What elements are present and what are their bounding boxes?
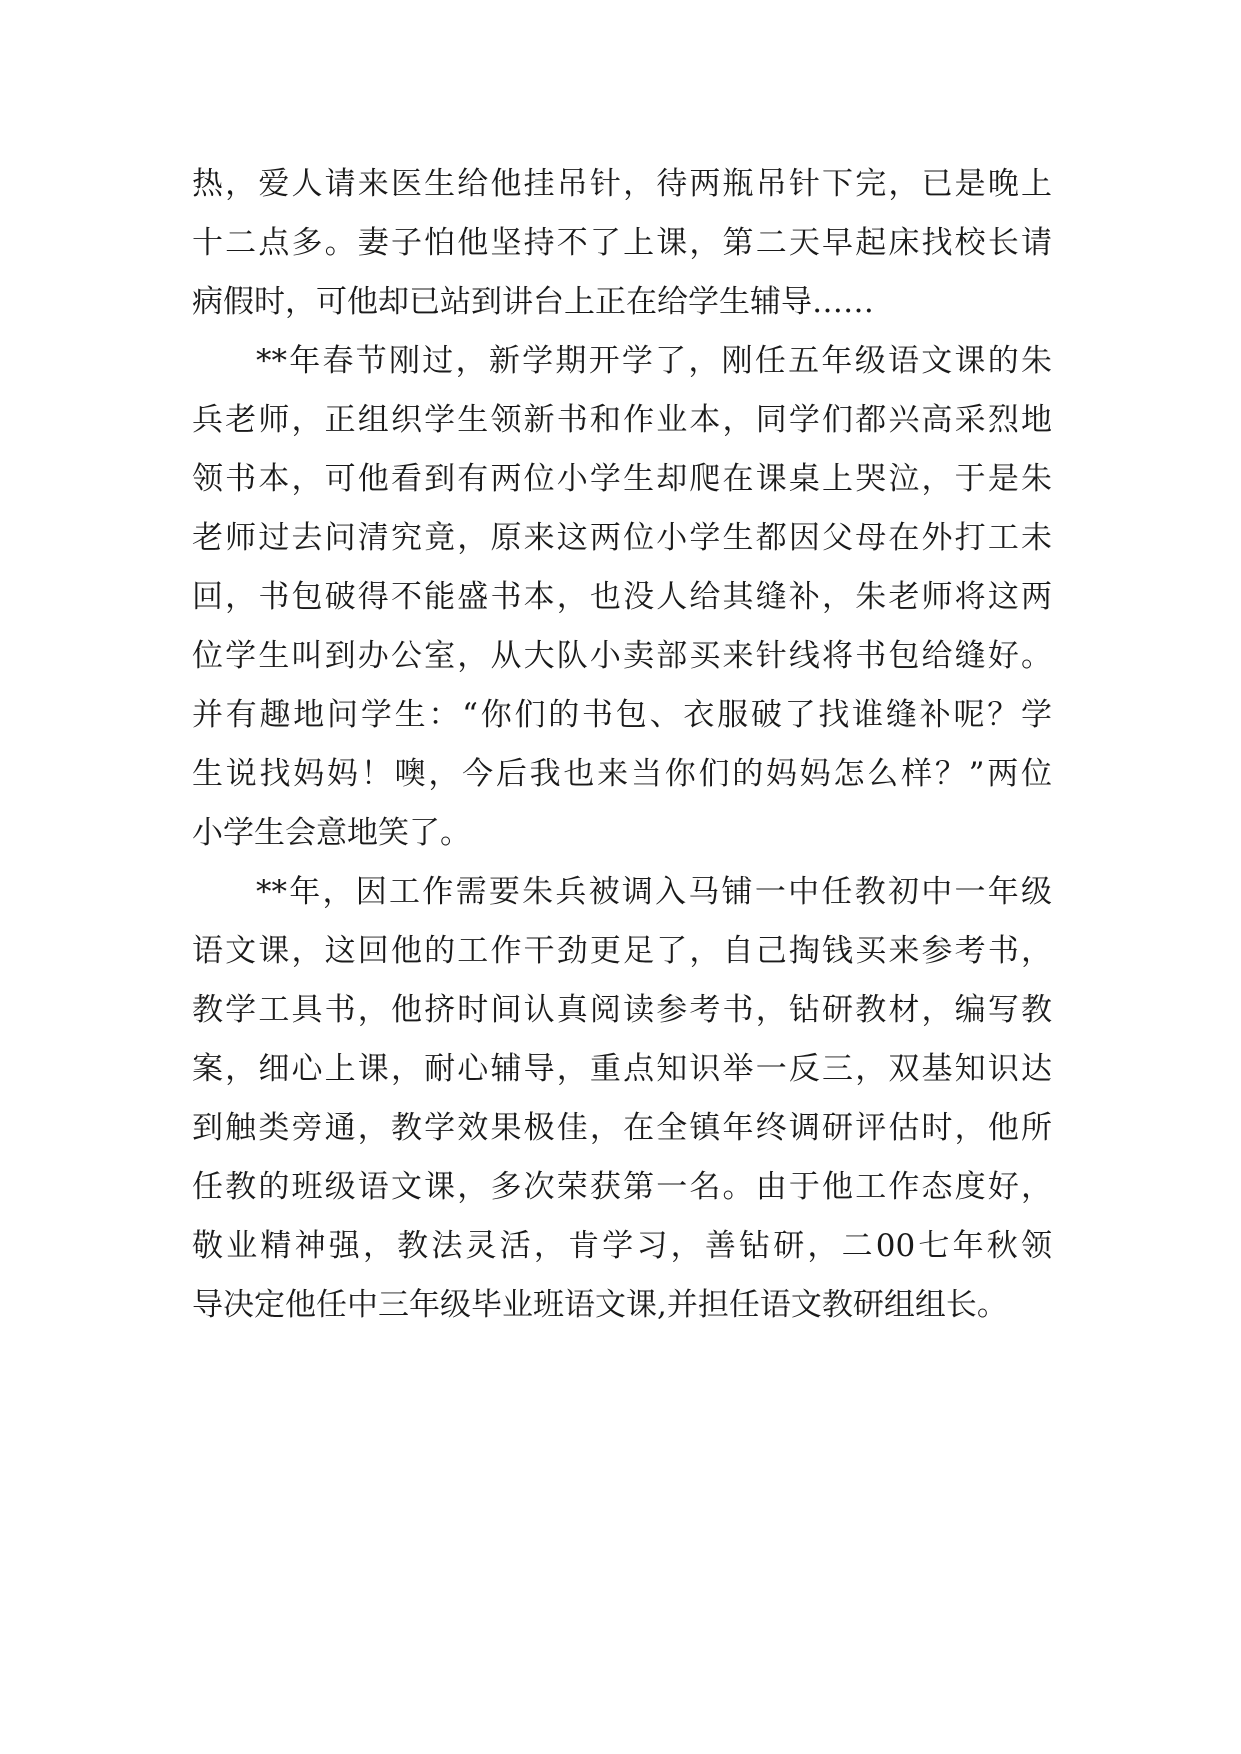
text-line: 教学工具书，他挤时间认真阅读参考书，钻研教材，编写教 [192,992,1052,1028]
text-line: 任教的班级语文课，多次荣获第一名。由于他工作态度好， [192,1169,1052,1205]
text-line: 并有趣地问学生：“你们的书包、衣服破了找谁缝补呢？学 [192,697,1052,733]
text-line: 语文课，这回他的工作干劲更足了，自己掏钱买来参考书， [192,933,1052,969]
text-line: **年，因工作需要朱兵被调入马铺一中任教初中一年级 [256,874,1052,910]
text-line: 案，细心上课，耐心辅导，重点知识举一反三，双基知识达 [192,1051,1052,1087]
text-line: 十二点多。妻子怕他坚持不了上课，第二天早起床找校长请 [192,225,1052,261]
text-line: 导决定他任中三年级毕业班语文课,并担任语文教研组组长。 [192,1287,1008,1323]
text-line: 到触类旁通，教学效果极佳，在全镇年终调研评估时，他所 [192,1110,1052,1146]
text-line: 小学生会意地笑了。 [192,815,471,851]
paragraph-3 [192,863,1052,1335]
document-body [192,155,1052,1335]
text-line: 领书本，可他看到有两位小学生却爬在课桌上哭泣，于是朱 [192,461,1052,497]
paragraph-1 [192,155,1052,332]
text-line: 热，爱人请来医生给他挂吊针，待两瓶吊针下完，已是晚上 [192,166,1052,202]
text-line: 回，书包破得不能盛书本，也没人给其缝补，朱老师将这两 [192,579,1052,615]
text-line: 老师过去问清究竟，原来这两位小学生都因父母在外打工未 [192,520,1052,556]
text-line: 位学生叫到办公室，从大队小卖部买来针线将书包给缝好。 [192,638,1052,674]
text-line: 敬业精神强，教法灵活，肯学习，善钻研，二00七年秋领 [192,1228,1052,1264]
text-line: 生说找妈妈！噢，今后我也来当你们的妈妈怎么样？”两位 [192,756,1052,792]
text-line: 病假时，可他却已站到讲台上正在给学生辅导…… [192,284,874,320]
text-line: **年春节刚过，新学期开学了，刚任五年级语文课的朱 [256,343,1052,379]
paragraph-2 [192,332,1052,863]
text-line: 兵老师，正组织学生领新书和作业本，同学们都兴高采烈地 [192,402,1052,438]
